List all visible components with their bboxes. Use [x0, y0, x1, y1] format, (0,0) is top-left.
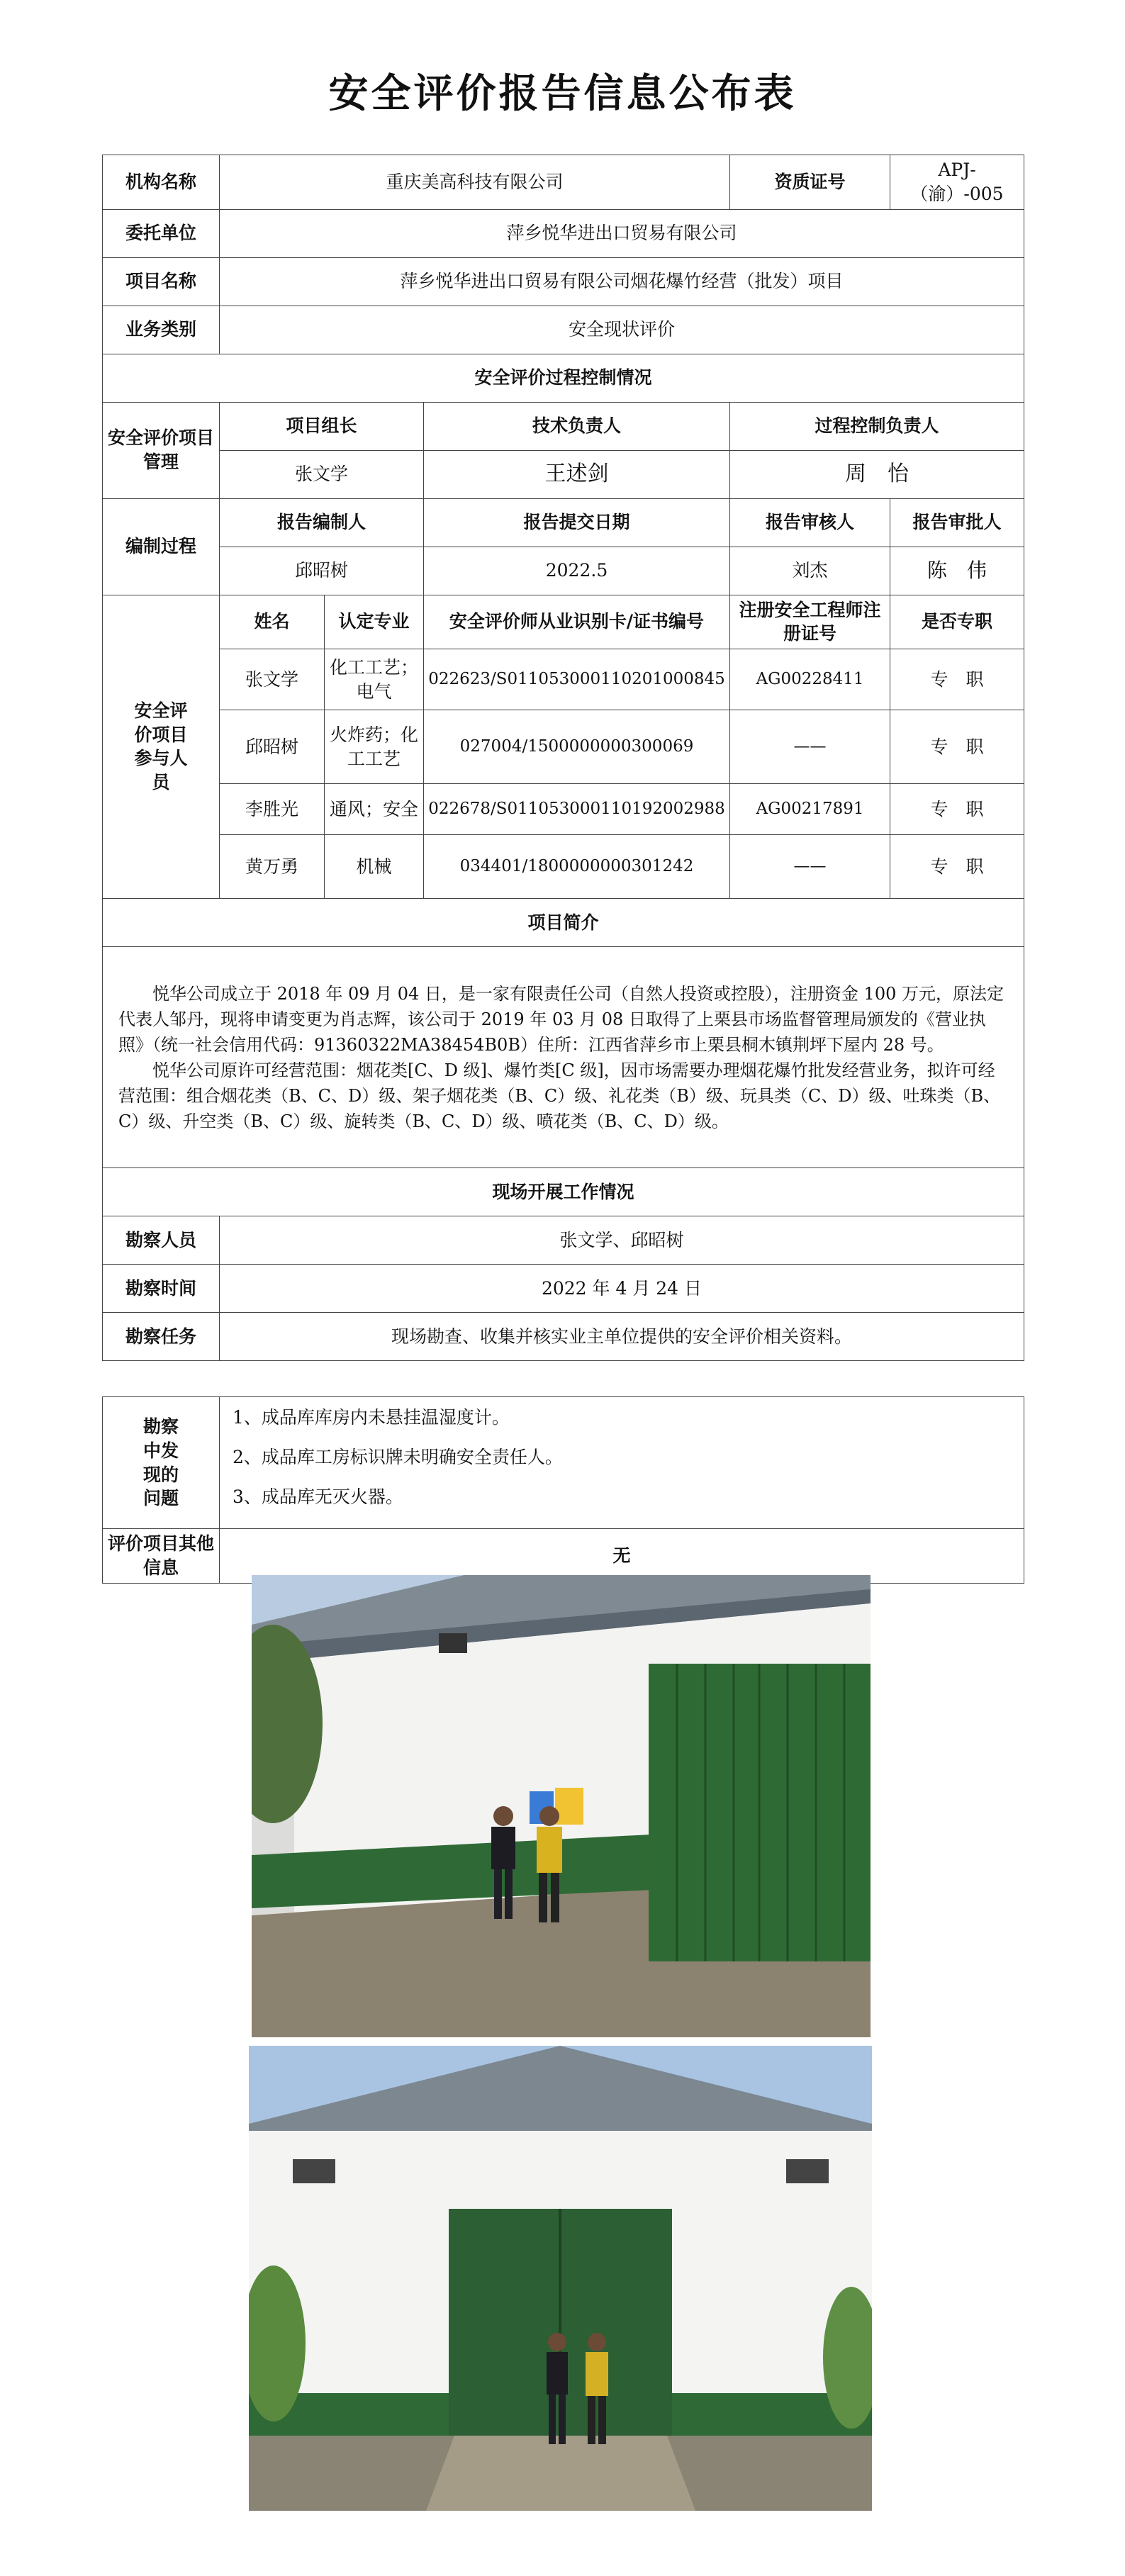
mgmt-control-signature: 周 怡	[730, 450, 1024, 498]
site-task-label: 勘察任务	[103, 1313, 220, 1361]
compile-reviewer: 刘杰	[730, 547, 890, 595]
info-table	[102, 155, 1024, 1361]
org-label: 机构名称	[103, 155, 220, 210]
person-cert: 022678/S011053000110192002988	[424, 784, 730, 835]
person-name: 李胜光	[220, 784, 325, 835]
people-header-major: 认定专业	[325, 595, 424, 649]
person-major: 通风；安全	[325, 784, 424, 835]
person-cert: 022623/S011053000110201000845	[424, 649, 730, 710]
person-fulltime: 专 职	[890, 784, 1024, 835]
person-fulltime: 专 职	[890, 710, 1024, 784]
site-time-value: 2022 年 4 月 24 日	[220, 1265, 1024, 1313]
person-cert: 027004/1500000000300069	[424, 710, 730, 784]
intro-paragraph-2: 悦华公司原许可经营范围：烟花类[C、D 级]、爆竹类[C 级]，因市场需要办理烟花爆竹批发经营业务，拟许可经营范围：组合烟花类（B、C、D）级、架子烟花类（B、C）级、礼花类（B）级、玩具类（C、D）级、吐珠类（B、C）级、升空类（B、C）级、旋转类（B、C、D）级、喷花类（B、C、D）级。	[118, 1060, 1001, 1131]
issues-label: 勘察中发现的问题	[103, 1397, 220, 1529]
people-header-cert: 安全评价师从业识别卡/证书编号	[424, 595, 730, 649]
list-item: 2、成品库工房标识牌未明确安全责任人。	[233, 1446, 563, 1467]
type-label: 业务类别	[103, 306, 220, 354]
person-name: 邱昭树	[220, 710, 325, 784]
people-header-fulltime: 是否专职	[890, 595, 1024, 649]
people-header-name: 姓名	[220, 595, 325, 649]
person-reg: ——	[730, 710, 890, 784]
table-row	[103, 649, 1024, 710]
person-name: 黄万勇	[220, 835, 325, 899]
qual-value: APJ-（渝）-005	[890, 155, 1024, 210]
site-people-value: 张文学、邱昭树	[220, 1216, 1024, 1265]
compile-date: 2022.5	[424, 547, 730, 595]
site-photo-1	[252, 1575, 871, 2037]
issues-list	[220, 1397, 1024, 1529]
person-cert: 034401/1800000000301242	[424, 835, 730, 899]
list-item: 1、成品库库房内未悬挂温湿度计。	[233, 1407, 510, 1428]
client-label: 委托单位	[103, 209, 220, 257]
client-value: 萍乡悦华进出口贸易有限公司	[220, 209, 1024, 257]
other-info-label: 评价项目其他信息	[103, 1529, 220, 1584]
project-intro	[103, 947, 1024, 1168]
person-reg: AG00228411	[730, 649, 890, 710]
list-item: 3、成品库无灭火器。	[233, 1486, 403, 1507]
table-row	[103, 710, 1024, 784]
compile-header-author: 报告编制人	[220, 498, 424, 547]
other-info-value: 无	[220, 1529, 1024, 1584]
compile-approver: 陈 伟	[890, 547, 1024, 595]
person-fulltime: 专 职	[890, 835, 1024, 899]
mgmt-header-tech: 技术负责人	[424, 402, 730, 450]
person-major: 火炸药；化工工艺	[325, 710, 424, 784]
person-reg: AG00217891	[730, 784, 890, 835]
mgmt-label: 安全评价项目管理	[103, 402, 220, 498]
compile-label: 编制过程	[103, 498, 220, 595]
qual-label: 资质证号	[730, 155, 890, 210]
compile-author: 邱昭树	[220, 547, 424, 595]
mgmt-header-leader: 项目组长	[220, 402, 424, 450]
person-reg: ——	[730, 835, 890, 899]
table-row	[103, 835, 1024, 899]
mgmt-tech-signature: 王述剑	[424, 450, 730, 498]
people-header-reg: 注册安全工程师注册证号	[730, 595, 890, 649]
compile-header-date: 报告提交日期	[424, 498, 730, 547]
project-label: 项目名称	[103, 257, 220, 306]
site-task-value: 现场勘查、收集并核实业主单位提供的安全评价相关资料。	[220, 1313, 1024, 1361]
intro-paragraph-1: 悦华公司成立于 2018 年 09 月 04 日，是一家有限责任公司（自然人投资或控股），注册资金 100 万元，原法定代表人邹丹，现将申请变更为肖志辉，该公司于 2019 年 03 月 08 日取得了上栗县市场监督管理局颁发的《营业执照》（统一社会信用代码：91360322MA38454B0B）住所：江西省萍乡市上栗县桐木镇荆坪下屋内 28 号。	[118, 983, 1004, 1055]
person-major: 化工工艺；电气	[325, 649, 424, 710]
process-section-title: 安全评价过程控制情况	[103, 354, 1024, 402]
site-photo-2	[249, 2046, 872, 2511]
site-section-title: 现场开展工作情况	[103, 1168, 1024, 1216]
org-value: 重庆美高科技有限公司	[220, 155, 730, 210]
site-people-label: 勘察人员	[103, 1216, 220, 1265]
page-title: 安全评价报告信息公布表	[328, 70, 797, 117]
compile-header-approver: 报告审批人	[890, 498, 1024, 547]
intro-section-title: 项目简介	[103, 899, 1024, 947]
compile-header-reviewer: 报告审核人	[730, 498, 890, 547]
project-value: 萍乡悦华进出口贸易有限公司烟花爆竹经营（批发）项目	[220, 257, 1024, 306]
issues-table	[102, 1396, 1024, 1584]
person-fulltime: 专 职	[890, 649, 1024, 710]
type-value: 安全现状评价	[220, 306, 1024, 354]
person-major: 机械	[325, 835, 424, 899]
mgmt-header-control: 过程控制负责人	[730, 402, 1024, 450]
person-name: 张文学	[220, 649, 325, 710]
site-time-label: 勘察时间	[103, 1265, 220, 1313]
mgmt-leader: 张文学	[220, 450, 424, 498]
table-row	[103, 784, 1024, 835]
people-label: 安全评价项目参与人员	[103, 595, 220, 899]
